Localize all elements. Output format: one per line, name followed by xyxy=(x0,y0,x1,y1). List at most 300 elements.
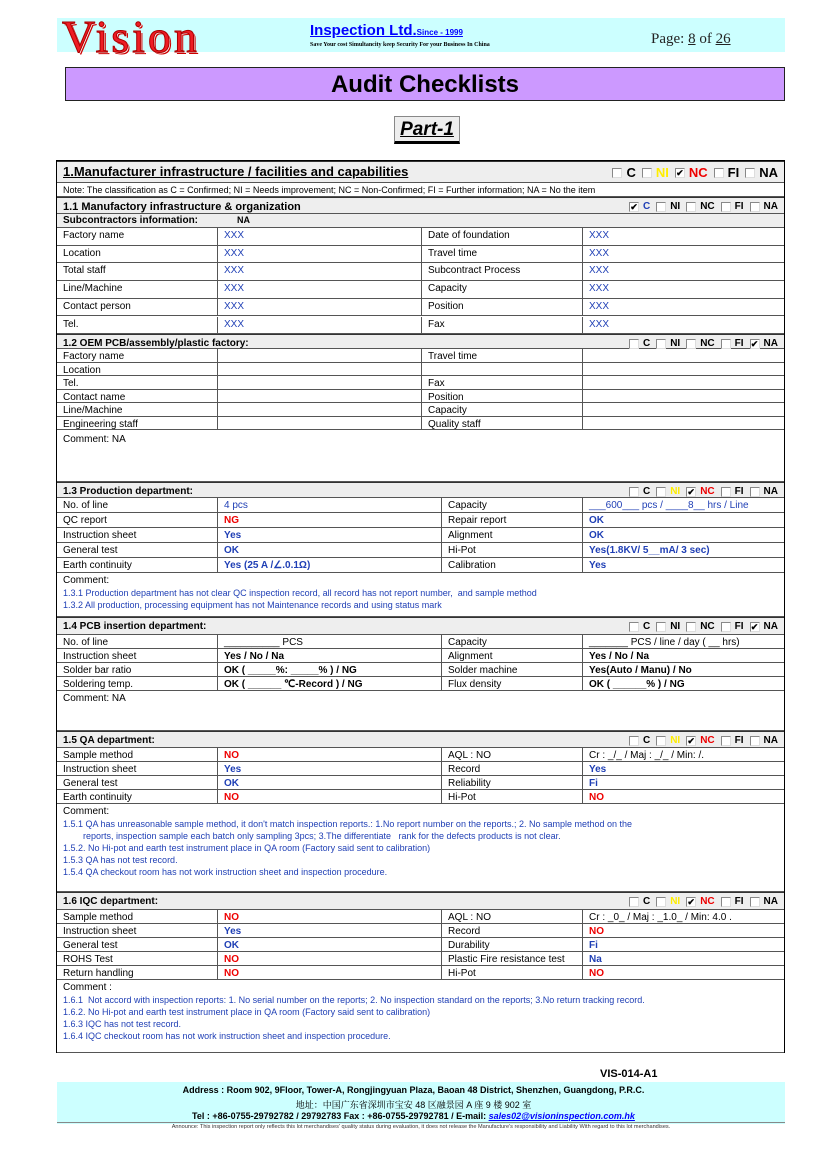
comment-line: 1.5.3 QA has not test record. xyxy=(63,855,178,865)
classification-checks xyxy=(623,621,778,632)
field-value[interactable]: NO xyxy=(589,968,604,979)
table-row xyxy=(57,938,784,952)
footer-tel-fax: Tel : +86-0755-29792782 / 29792783 Fax : +86-0755-29792781 / E-mail: xyxy=(192,1111,489,1121)
check-na[interactable] xyxy=(750,201,778,212)
checkbox-icon[interactable] xyxy=(629,897,639,907)
checkbox-icon[interactable] xyxy=(721,897,731,907)
field-label: Subcontract Process xyxy=(422,263,583,280)
check-ni[interactable] xyxy=(656,735,680,746)
check-ni[interactable] xyxy=(656,896,680,907)
field-value[interactable] xyxy=(583,417,784,430)
field-value[interactable]: Yes(1.8KV/ 5__mA/ 3 sec) xyxy=(589,545,710,556)
check-c[interactable] xyxy=(629,621,650,632)
field-value[interactable]: Yes xyxy=(589,764,607,775)
check-label: FI xyxy=(734,896,744,907)
check-c[interactable] xyxy=(629,486,650,497)
check-label: NA xyxy=(763,896,778,907)
table-row xyxy=(57,966,784,980)
table-row xyxy=(57,543,784,558)
check-nc[interactable] xyxy=(686,201,714,212)
field-label: Location xyxy=(57,246,218,263)
field-value[interactable]: XXX xyxy=(218,228,422,245)
comment-label: Comment : xyxy=(63,982,112,993)
field-value[interactable]: XXX xyxy=(218,246,422,263)
checkbox-icon[interactable] xyxy=(656,736,666,746)
check-label: FI xyxy=(734,338,744,349)
comment-label: Comment: xyxy=(63,806,110,817)
table-row xyxy=(57,417,784,431)
field-value[interactable]: NO xyxy=(218,952,442,965)
checkbox-icon[interactable] xyxy=(629,622,639,632)
check-label: NI xyxy=(670,486,681,497)
comment-line: 1.5.1 QA has unreasonable sample method, it don't match inspection reports.: 1.No report number on the reports.; 2. No sample method on the xyxy=(63,819,633,829)
checkbox-icon[interactable] xyxy=(686,339,696,349)
section-title: 1.3 Production department: xyxy=(63,486,194,497)
checkbox-checked-icon[interactable]: ✔ xyxy=(687,486,695,497)
section-title: 1.1 Manufactory infrastructure & organization xyxy=(63,201,301,213)
field-label: Earth continuity xyxy=(57,790,218,803)
table-row xyxy=(57,498,784,513)
field-label: AQL : NO xyxy=(442,748,583,761)
field-label: QC report xyxy=(57,513,218,527)
field-value[interactable]: Cr : _/_ / Maj : _/_ / Min: /. xyxy=(589,750,705,761)
table-row xyxy=(57,390,784,404)
checkbox-icon[interactable] xyxy=(750,202,760,212)
field-label: Flux density xyxy=(442,677,583,690)
field-label: General test xyxy=(57,543,218,557)
check-label: FI xyxy=(727,165,740,180)
check-label: FI xyxy=(734,621,744,632)
check-ni[interactable] xyxy=(656,621,680,632)
check-label: C xyxy=(642,621,651,632)
field-value[interactable]: NO xyxy=(218,910,442,923)
table-row xyxy=(57,513,784,528)
field-value[interactable]: XXX xyxy=(589,230,610,241)
check-c[interactable] xyxy=(612,165,635,180)
field-label: Calibration xyxy=(442,558,583,572)
check-na[interactable] xyxy=(750,621,778,632)
checkbox-icon[interactable] xyxy=(629,736,639,746)
check-label: NI xyxy=(670,621,681,632)
section-1-4-header xyxy=(57,617,784,635)
field-label: General test xyxy=(57,938,218,951)
check-na[interactable] xyxy=(745,165,778,180)
table-row xyxy=(57,528,784,543)
field-label: Hi-Pot xyxy=(442,543,583,557)
check-c[interactable] xyxy=(629,735,650,746)
checkbox-icon[interactable] xyxy=(721,202,731,212)
part-label: Part-1 xyxy=(394,116,460,144)
table-row xyxy=(57,263,784,281)
field-value[interactable]: XXX xyxy=(589,300,610,312)
field-value[interactable]: NO xyxy=(589,792,604,803)
check-nc[interactable] xyxy=(675,165,708,180)
field-label: Tel. xyxy=(57,317,218,334)
field-value[interactable] xyxy=(583,376,784,389)
table-row xyxy=(57,363,784,377)
company-name xyxy=(310,22,463,39)
table-row xyxy=(57,952,784,966)
classification-checks xyxy=(606,165,778,180)
check-ni[interactable] xyxy=(656,486,680,497)
table-row xyxy=(57,762,784,776)
field-value[interactable]: Na xyxy=(589,954,602,965)
field-value[interactable]: OK xyxy=(589,530,604,541)
field-value[interactable]: Yes / No / Na xyxy=(589,651,650,662)
field-label: Hi-Pot xyxy=(442,966,583,979)
check-label: C xyxy=(642,201,651,212)
field-value[interactable]: XXX xyxy=(589,247,610,259)
check-label: C xyxy=(642,896,651,907)
comment-label: Comment: NA xyxy=(63,693,126,704)
table-row xyxy=(57,281,784,299)
field-label: Tel. xyxy=(57,376,218,389)
table-row xyxy=(57,748,784,762)
table-row xyxy=(57,349,784,363)
field-label: Instruction sheet xyxy=(57,762,218,775)
footer-address: Address : Room 902, 9Floor, Tower-A, Rongjingyuan Plaza, Baoan 48 District, Shenzhen, Guangdong, P.R.C. xyxy=(182,1085,645,1095)
check-label: FI xyxy=(734,735,744,746)
section-title: 1.Manufacturer infrastructure / facilities and capabilities xyxy=(63,164,409,179)
checkbox-icon[interactable] xyxy=(629,339,639,349)
check-ni[interactable] xyxy=(656,338,680,349)
checkbox-icon[interactable] xyxy=(642,168,652,178)
check-c[interactable] xyxy=(629,896,650,907)
field-label: Sample method xyxy=(57,748,218,761)
field-label: Travel time xyxy=(422,349,583,362)
classification-checks xyxy=(623,735,778,746)
field-label: Factory name xyxy=(57,228,218,245)
check-label: NA xyxy=(759,165,778,180)
page-current: 8 xyxy=(688,31,696,47)
section-1-4-comment xyxy=(57,691,784,731)
field-label: Fax xyxy=(422,376,583,389)
field-value[interactable]: Cr : _0_ / Maj : _1.0_ / Min: 4.0 . xyxy=(589,912,732,923)
field-value[interactable]: Yes xyxy=(589,560,607,571)
table-row xyxy=(57,299,784,317)
section-1-1-header xyxy=(57,197,784,214)
check-fi[interactable] xyxy=(714,165,740,180)
field-value[interactable] xyxy=(218,417,422,430)
table-row xyxy=(57,790,784,804)
table-row xyxy=(57,376,784,390)
check-nc[interactable] xyxy=(686,621,714,632)
checkbox-checked-icon[interactable]: ✔ xyxy=(676,167,684,178)
field-value[interactable]: OK xyxy=(218,543,442,557)
field-label: No. of line xyxy=(57,635,218,648)
checkbox-checked-icon[interactable]: ✔ xyxy=(687,896,695,907)
subcontractors-row xyxy=(57,214,784,228)
field-label: Instruction sheet xyxy=(57,649,218,662)
check-label: C xyxy=(626,165,636,180)
field-label: Quality staff xyxy=(422,417,583,430)
field-label: Plastic Fire resistance test xyxy=(442,952,583,965)
field-label: Capacity xyxy=(422,281,583,298)
table-row xyxy=(57,663,784,677)
checkbox-icon[interactable] xyxy=(656,202,666,212)
section-1-2-header xyxy=(57,334,784,349)
checkbox-icon[interactable] xyxy=(721,622,731,632)
field-value[interactable] xyxy=(218,349,422,362)
section-1-6-comment xyxy=(57,980,784,1053)
check-c[interactable] xyxy=(629,338,650,349)
field-label: Instruction sheet xyxy=(57,528,218,542)
field-label: Record xyxy=(442,762,583,775)
comment-line: 1.6.2. No Hi-pot and earth test instrument place in QA room (Factory said sent to calibration) xyxy=(63,1007,431,1017)
check-label: C xyxy=(642,735,651,746)
field-label: Contact name xyxy=(57,390,218,403)
classification-checks xyxy=(623,338,778,349)
field-label: Line/Machine xyxy=(57,403,218,416)
field-value[interactable] xyxy=(583,390,784,403)
page-total: 26 xyxy=(715,31,731,47)
field-label: ROHS Test xyxy=(57,952,218,965)
field-value[interactable]: XXX xyxy=(589,283,610,295)
field-label: Date of foundation xyxy=(422,228,583,245)
comment-line: 1.3.1 Production department has not clear QC inspection record, all record has not report number, and sample method xyxy=(63,588,537,598)
since-label: Since - 1999 xyxy=(416,28,463,37)
field-value[interactable]: XXX xyxy=(218,299,422,316)
classification-note: Note: The classification as C = Confirmed; NI = Needs improvement; NC = Non-Confirmed; FI = Further information; NA = No the item xyxy=(57,183,784,197)
field-label: Travel time xyxy=(422,246,583,263)
section-1-3-comment xyxy=(57,573,784,617)
comment-line: reports, inspection sample each batch only sampling 3pcs; 3.The differentiate rank for the defects products is not clear. xyxy=(63,831,561,841)
checkbox-icon[interactable] xyxy=(745,168,755,178)
field-value[interactable]: OK xyxy=(218,938,442,951)
section-title: 1.2 OEM PCB/assembly/plastic factory: xyxy=(63,338,249,349)
check-na[interactable] xyxy=(750,486,778,497)
checkbox-icon[interactable] xyxy=(750,897,760,907)
section-1-3-header xyxy=(57,482,784,498)
check-label: C xyxy=(642,486,651,497)
checkbox-icon[interactable] xyxy=(721,736,731,746)
section-title: 1.4 PCB insertion department: xyxy=(63,621,207,632)
field-value[interactable]: XXX xyxy=(218,317,422,334)
field-value[interactable]: OK xyxy=(589,515,604,526)
field-label: Contact person xyxy=(57,299,218,316)
field-label: Sample method xyxy=(57,910,218,923)
email-link[interactable]: sales02@visioninspection.com.hk xyxy=(488,1111,635,1121)
check-fi[interactable] xyxy=(721,896,744,907)
check-fi[interactable] xyxy=(721,621,744,632)
classification-checks xyxy=(623,486,778,497)
check-na[interactable] xyxy=(750,338,778,349)
field-label: Durability xyxy=(442,938,583,951)
field-label: Return handling xyxy=(57,966,218,979)
checkbox-icon[interactable] xyxy=(686,622,696,632)
check-label: NC xyxy=(700,896,715,907)
field-value[interactable]: Fi xyxy=(589,778,598,789)
check-label: NA xyxy=(763,735,778,746)
field-label: Engineering staff xyxy=(57,417,218,430)
comment-line: 1.5.4 QA checkout room has not work instruction sheet and inspection procedure. xyxy=(63,867,388,877)
field-label: No. of line xyxy=(57,498,218,512)
field-value[interactable]: Yes xyxy=(218,762,442,775)
check-label: NA xyxy=(763,201,778,212)
tagline: Save Your cost Simultancity keep Security For your Business In China xyxy=(310,42,490,48)
field-label: Hi-Pot xyxy=(442,790,583,803)
footer-contact xyxy=(0,1111,827,1121)
table-row xyxy=(57,910,784,924)
check-nc[interactable] xyxy=(686,338,714,349)
footer-announce: Announce: This inspection report only reflects this lot merchandises' quality status during evaluation, it does not release the Manufacture's responsibility and Liability With regard to this lot merchandises. xyxy=(57,1122,785,1130)
field-value[interactable] xyxy=(583,403,784,416)
check-nc[interactable] xyxy=(686,486,714,497)
check-ni[interactable] xyxy=(642,165,669,180)
table-row xyxy=(57,403,784,417)
field-value[interactable]: Fi xyxy=(589,940,598,951)
field-value[interactable]: Yes xyxy=(218,528,442,542)
checkbox-icon[interactable] xyxy=(721,339,731,349)
checkbox-icon[interactable] xyxy=(656,622,666,632)
checkbox-icon[interactable] xyxy=(612,168,622,178)
field-value[interactable]: NO xyxy=(218,966,442,979)
checkbox-icon[interactable] xyxy=(656,339,666,349)
field-label: Alignment xyxy=(442,528,583,542)
field-label: Total staff xyxy=(57,263,218,280)
classification-checks xyxy=(623,896,778,907)
check-na[interactable] xyxy=(750,735,778,746)
field-label xyxy=(422,363,583,376)
field-value[interactable] xyxy=(218,363,422,376)
classification-checks xyxy=(623,201,778,212)
field-label: Line/Machine xyxy=(57,281,218,298)
check-label: NI xyxy=(655,165,669,180)
checkbox-icon[interactable] xyxy=(629,487,639,497)
section-1-header xyxy=(57,161,784,183)
comment-line: 1.6.1 Not accord with inspection reports: 1. No serial number on the reports; 2. No inspection standard on the reports; 3.No return tracking record. xyxy=(63,995,645,1005)
field-label: Capacity xyxy=(442,635,583,648)
field-label: Reliability xyxy=(442,776,583,789)
field-label: Alignment xyxy=(442,649,583,662)
field-label: General test xyxy=(57,776,218,789)
subcontractors-value: NA xyxy=(237,215,250,225)
field-label: Repair report xyxy=(442,513,583,527)
comment-line: 1.6.3 IQC has not test record. xyxy=(63,1019,182,1029)
field-value[interactable]: OK ( ______ ℃-Record ) / NG xyxy=(218,677,442,690)
check-fi[interactable] xyxy=(721,735,744,746)
check-label: NC xyxy=(700,621,715,632)
field-label: Factory name xyxy=(57,349,218,362)
check-na[interactable] xyxy=(750,896,778,907)
field-value[interactable]: Yes xyxy=(218,924,442,937)
field-value[interactable] xyxy=(218,403,422,416)
check-label: NI xyxy=(670,735,681,746)
page-indicator xyxy=(651,31,731,48)
check-ni[interactable] xyxy=(656,201,680,212)
section-1-5-header xyxy=(57,731,784,748)
check-label: NA xyxy=(763,486,778,497)
check-fi[interactable] xyxy=(721,201,744,212)
field-value[interactable]: 4 pcs xyxy=(218,498,442,512)
check-label: NC xyxy=(700,735,715,746)
checkbox-icon[interactable] xyxy=(750,736,760,746)
comment-label: Comment: xyxy=(63,575,110,586)
field-value[interactable]: OK xyxy=(218,776,442,789)
field-value[interactable]: NO xyxy=(589,926,604,937)
field-value[interactable]: XXX xyxy=(589,318,610,330)
comment-line: 1.5.2. No Hi-pot and earth test instrument place in QA room (Factory said sent to calibration) xyxy=(63,843,431,853)
check-fi[interactable] xyxy=(721,486,744,497)
checkbox-checked-icon[interactable]: ✔ xyxy=(750,621,759,632)
field-value[interactable] xyxy=(583,363,784,376)
check-label: NC xyxy=(700,338,715,349)
table-row xyxy=(57,649,784,663)
field-value[interactable]: XXX xyxy=(218,263,422,280)
check-label: NI xyxy=(670,201,681,212)
field-value[interactable]: _______ PCS / line / day ( __ hrs) xyxy=(589,637,740,648)
field-label: Solder machine xyxy=(442,663,583,676)
field-value[interactable] xyxy=(218,376,422,389)
table-row xyxy=(57,228,784,246)
vision-logo: Vision xyxy=(62,11,200,62)
field-label: Soldering temp. xyxy=(57,677,218,690)
checkbox-icon[interactable] xyxy=(656,897,666,907)
check-label: FI xyxy=(734,201,744,212)
field-value[interactable]: Yes(Auto / Manu) / No xyxy=(589,665,692,676)
table-row xyxy=(57,558,784,573)
doc-code: VIS-014-A1 xyxy=(600,1068,658,1080)
table-row xyxy=(57,635,784,649)
check-label: NI xyxy=(670,896,681,907)
field-label: Fax xyxy=(422,317,583,334)
field-label: AQL : NO xyxy=(442,910,583,923)
checkbox-checked-icon[interactable]: ✔ xyxy=(687,735,695,746)
check-fi[interactable] xyxy=(721,338,744,349)
check-label: C xyxy=(642,338,651,349)
field-value[interactable] xyxy=(583,349,784,362)
field-value[interactable]: NG xyxy=(218,513,442,527)
field-value[interactable]: OK ( _____%: _____% ) / NG xyxy=(218,663,442,676)
section-1-5-comment xyxy=(57,804,784,892)
field-label: Location xyxy=(57,363,218,376)
field-value[interactable]: ___600___ pcs / ____8__ hrs / Line xyxy=(589,500,749,511)
field-label: Capacity xyxy=(422,403,583,416)
section-1-6-header xyxy=(57,892,784,910)
field-value[interactable] xyxy=(218,390,422,403)
field-value[interactable]: Yes (25 A /∠.0.1Ω) xyxy=(218,558,442,572)
field-value[interactable]: XXX xyxy=(218,281,422,298)
check-c[interactable] xyxy=(629,201,650,212)
checkbox-icon[interactable] xyxy=(686,202,696,212)
check-nc[interactable] xyxy=(686,735,714,746)
checkbox-icon[interactable] xyxy=(750,487,760,497)
field-value[interactable]: OK ( ______% ) / NG xyxy=(589,679,685,690)
field-label: Position xyxy=(422,390,583,403)
checkbox-icon[interactable] xyxy=(714,168,724,178)
check-label: NA xyxy=(763,338,778,349)
checkbox-checked-icon[interactable]: ✔ xyxy=(630,201,638,212)
check-label: NI xyxy=(670,338,681,349)
checkbox-icon[interactable] xyxy=(721,487,731,497)
page-of: of xyxy=(695,31,716,47)
field-value[interactable]: XXX xyxy=(589,265,610,277)
page-title: Audit Checklists xyxy=(65,67,785,101)
field-label: Position xyxy=(422,299,583,316)
checkbox-checked-icon[interactable]: ✔ xyxy=(750,338,759,349)
field-value[interactable]: __________ PCS xyxy=(218,635,442,648)
field-value[interactable]: NO xyxy=(218,748,442,761)
page-label: Page: xyxy=(651,31,689,47)
field-value[interactable]: NO xyxy=(218,790,442,803)
table-row xyxy=(57,776,784,790)
checkbox-icon[interactable] xyxy=(656,487,666,497)
field-value[interactable]: Yes / No / Na xyxy=(218,649,442,662)
table-row xyxy=(57,924,784,938)
check-nc[interactable] xyxy=(686,896,714,907)
comment-line: 1.3.2 All production, processing equipment has not Maintenance records and using status mark xyxy=(63,600,442,610)
field-label: Capacity xyxy=(442,498,583,512)
